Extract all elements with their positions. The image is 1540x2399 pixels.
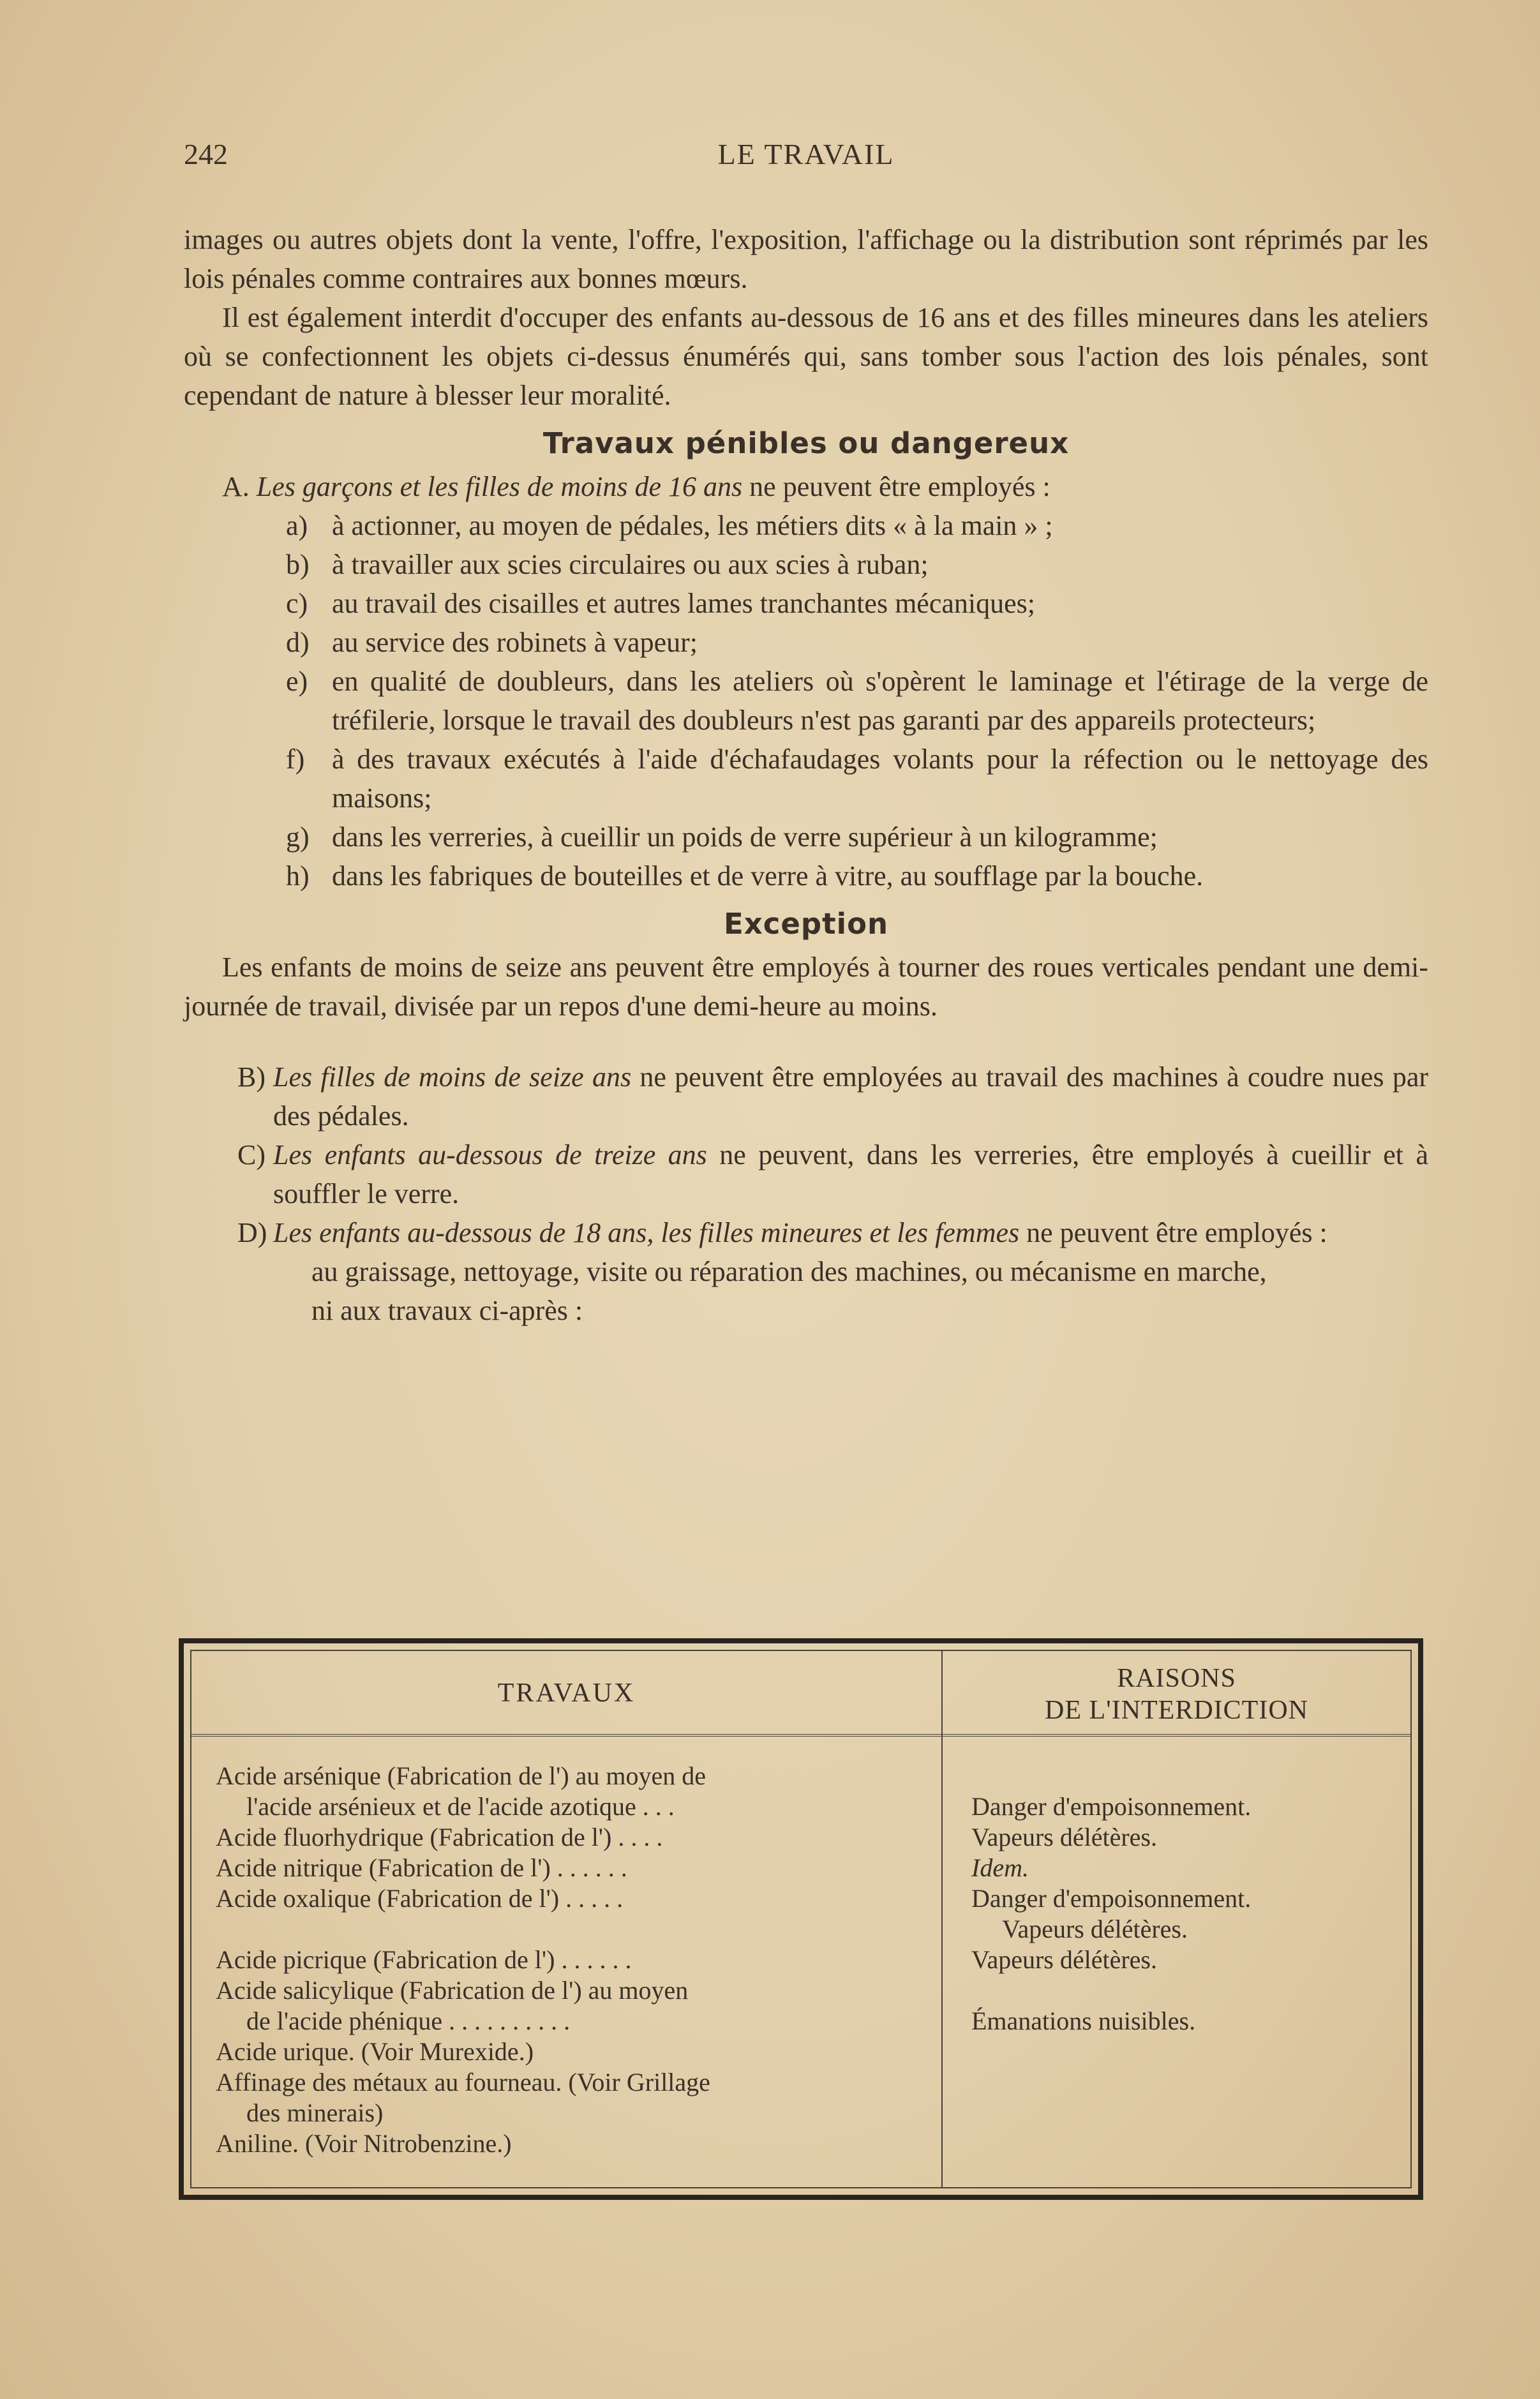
table-line: Acide picrique (Fabrication de l') . . . . . . <box>216 1945 632 1974</box>
section-a-subject: Les garçons et les filles de moins de 16 ans <box>256 471 743 502</box>
column-raisons <box>971 1761 1412 2037</box>
table-line: Danger d'empoisonnement. <box>971 1884 1252 1913</box>
table-line: Affinage des métaux au fourneau. (Voir Grillage <box>216 2068 710 2096</box>
section-c: C) Les enfants au-dessous de treize ans ne peuvent, dans les verreries, être employés à cueillir et à souffler le verre. <box>237 1139 1428 1209</box>
exception-paragraph: Les enfants de moins de seize ans peuvent être employés à tourner des roues verticales pendant une demi-journée de travail, divisée par un repos d'une demi-heure au moins. <box>184 952 1428 1022</box>
intro-paragraph-2: Il est également interdit d'occuper des enfants au-dessous de 16 ans et des filles mineures dans les ateliers où se confectionnent les objets ci-dessus énumérés qui, sans tomber sous l'action des lois pénales, sont cependant de nature à blesser leur moralité. <box>184 302 1428 411</box>
list-item: b) à travailler aux scies circulaires ou aux scies à ruban; <box>286 549 929 580</box>
column-travaux <box>216 1761 931 2159</box>
table-line: Idem. <box>971 1853 1029 1882</box>
list-item: d) au service des robinets à vapeur; <box>286 627 698 658</box>
section-d-line-2: ni aux travaux ci-après : <box>311 1295 583 1326</box>
running-title: LE TRAVAIL <box>717 138 895 170</box>
page-body <box>184 220 1428 1330</box>
table-line: Aniline. (Voir Nitrobenzine.) <box>216 2129 512 2158</box>
section-a-lead <box>184 467 1428 506</box>
list-item: c) au travail des cisailles et autres lames tranchantes mécaniques; <box>286 588 1035 619</box>
header-raisons: RAISONS DE L'INTERDICTION <box>1045 1664 1308 1725</box>
table-line: Danger d'empoisonnement. <box>971 1792 1252 1821</box>
table-gap <box>971 1975 1412 2006</box>
section-a-list <box>184 506 1428 895</box>
page-number: 242 <box>184 138 228 170</box>
table-line: Acide nitrique (Fabrication de l') . . . . . . <box>216 1853 627 1882</box>
table-line: Émanations nuisibles. <box>971 2007 1196 2035</box>
list-item: g) dans les verreries, à cueillir un poids de verre supérieur à un kilogramme; <box>286 821 1158 853</box>
section-a-rest: ne peuvent être employés : <box>749 471 1050 502</box>
table-inner-frame <box>190 1650 1412 2188</box>
intro-paragraph-1: images ou autres objets dont la vente, l'offre, l'exposition, l'affichage ou la distribution sont réprimés par les lois pénales comme contraires aux bonnes mœurs. <box>184 224 1428 294</box>
section-b: B) Les filles de moins de seize ans ne peuvent être employées au travail des machines à coudre nues par des pédales. <box>237 1061 1428 1132</box>
table-line: l'acide arsénieux et de l'acide azotique . . . <box>246 1792 675 1821</box>
table-gap <box>216 1914 931 1945</box>
table-line: Acide fluorhydrique (Fabrication de l') . . . . <box>216 1823 663 1851</box>
section-heading-travaux: Travaux pénibles ou dangereux <box>542 426 1070 460</box>
section-heading-exception: Exception <box>723 907 889 941</box>
table-gap <box>971 1761 1412 1791</box>
header-travaux: TRAVAUX <box>497 1678 636 1708</box>
interdiction-table <box>179 1638 1423 2200</box>
list-item: f) à des travaux exécutés à l'aide d'échafaudages volants pour la réfection ou le nettoyage des maisons; <box>286 744 1428 814</box>
list-item: e) en qualité de doubleurs, dans les ateliers où s'opèrent le laminage et l'étirage de la verge de tréfilerie, lorsque le travail des doubleurs n'est pas garanti par des appareils protecteurs; <box>286 666 1428 736</box>
table-line: Vapeurs délétères. <box>971 1823 1157 1851</box>
list-item: h) dans les fabriques de bouteilles et de verre à vitre, au soufflage par la bouche. <box>286 860 1204 892</box>
table-line: Acide arsénique (Fabrication de l') au moyen de <box>216 1761 706 1790</box>
page-header <box>184 137 1428 182</box>
table-line: Acide oxalique (Fabrication de l') . . . . . <box>216 1884 624 1913</box>
list-item: a) à actionner, au moyen de pédales, les métiers dits « à la main » ; <box>286 510 1053 541</box>
table-header-row <box>191 1651 1410 1737</box>
table-line: Vapeurs délétères. <box>971 1945 1157 1974</box>
table-line: de l'acide phénique . . . . . . . . . . <box>246 2007 571 2035</box>
table-line: Acide urique. (Voir Murexide.) <box>216 2037 534 2066</box>
section-d-line-1: au graissage, nettoyage, visite ou réparation des machines, ou mécanisme en marche, <box>311 1256 1267 1287</box>
table-line: des minerais) <box>246 2098 384 2127</box>
table-line: Acide salicylique (Fabrication de l') au moyen <box>216 1976 689 2005</box>
section-a-label: A. <box>222 471 250 502</box>
table-line: Vapeurs délétères. <box>1002 1915 1188 1943</box>
section-d: D) Les enfants au-dessous de 18 ans, les filles mineures et les femmes ne peuvent être employés : <box>237 1217 1327 1248</box>
